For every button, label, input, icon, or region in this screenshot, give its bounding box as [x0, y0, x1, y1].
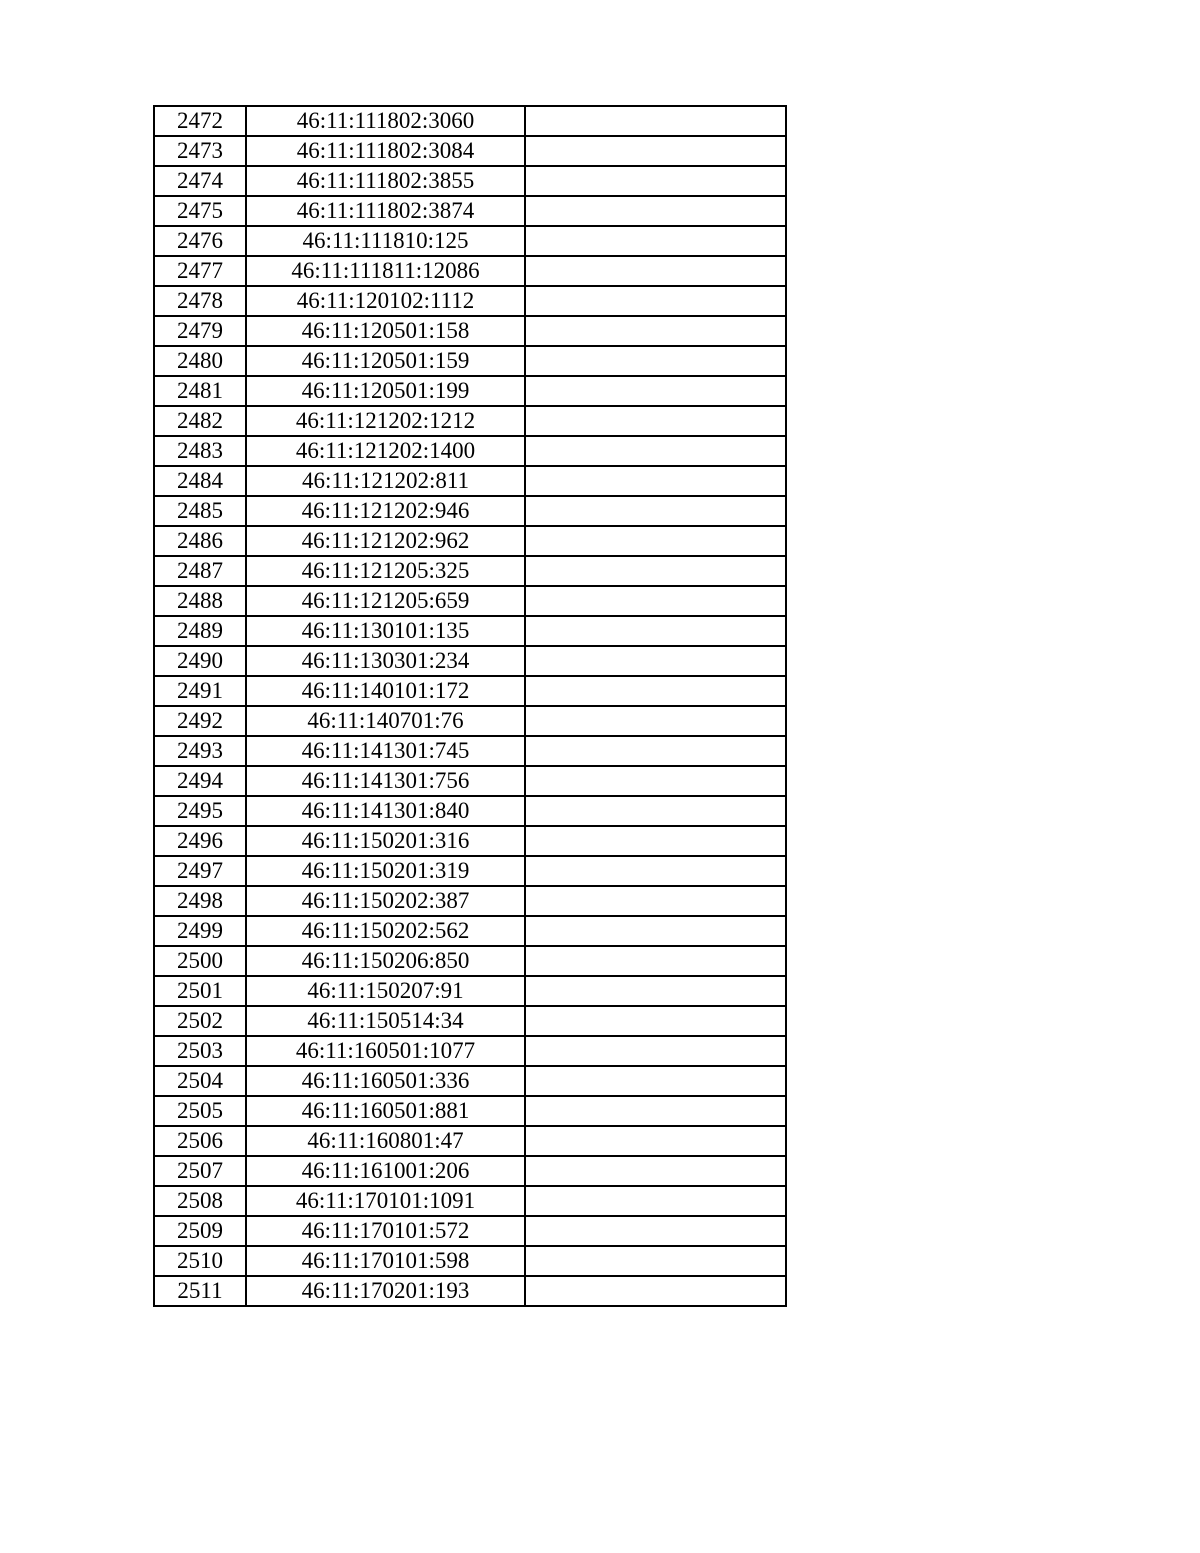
- empty-cell: [525, 676, 786, 706]
- row-number-cell: 2508: [154, 1186, 246, 1216]
- table-row: [154, 1066, 786, 1096]
- row-number-cell: 2506: [154, 1126, 246, 1156]
- cadastral-number-cell: 46:11:120102:1112: [246, 286, 525, 316]
- row-number-cell: 2502: [154, 1006, 246, 1036]
- table-row: [154, 676, 786, 706]
- table-row: [154, 976, 786, 1006]
- cadastral-number-cell: 46:11:150202:387: [246, 886, 525, 916]
- table-row: [154, 256, 786, 286]
- table-row: [154, 346, 786, 376]
- cadastral-number-cell: 46:11:120501:199: [246, 376, 525, 406]
- empty-cell: [525, 946, 786, 976]
- empty-cell: [525, 466, 786, 496]
- cadastral-number-cell: 46:11:121202:962: [246, 526, 525, 556]
- table-row: [154, 436, 786, 466]
- table-row: [154, 826, 786, 856]
- cadastral-number-cell: 46:11:121205:659: [246, 586, 525, 616]
- table-row: [154, 796, 786, 826]
- empty-cell: [525, 1156, 786, 1186]
- cadastral-number-cell: 46:11:150206:850: [246, 946, 525, 976]
- empty-cell: [525, 526, 786, 556]
- cadastral-number-cell: 46:11:111802:3855: [246, 166, 525, 196]
- table-row: [154, 736, 786, 766]
- empty-cell: [525, 556, 786, 586]
- row-number-cell: 2483: [154, 436, 246, 466]
- table-row: [154, 706, 786, 736]
- empty-cell: [525, 1066, 786, 1096]
- row-number-cell: 2472: [154, 106, 246, 136]
- empty-cell: [525, 286, 786, 316]
- cadastral-number-cell: 46:11:121205:325: [246, 556, 525, 586]
- row-number-cell: 2509: [154, 1216, 246, 1246]
- empty-cell: [525, 316, 786, 346]
- cadastral-number-cell: 46:11:111802:3060: [246, 106, 525, 136]
- cadastral-number-cell: 46:11:160501:881: [246, 1096, 525, 1126]
- table-row: [154, 946, 786, 976]
- table-row: [154, 286, 786, 316]
- empty-cell: [525, 976, 786, 1006]
- cadastral-number-cell: 46:11:111802:3874: [246, 196, 525, 226]
- empty-cell: [525, 136, 786, 166]
- cadastral-number-cell: 46:11:130301:234: [246, 646, 525, 676]
- row-number-cell: 2510: [154, 1246, 246, 1276]
- empty-cell: [525, 1246, 786, 1276]
- cadastral-number-cell: 46:11:150514:34: [246, 1006, 525, 1036]
- cadastral-number-cell: 46:11:170101:598: [246, 1246, 525, 1276]
- table-row: [154, 1246, 786, 1276]
- empty-cell: [525, 376, 786, 406]
- row-number-cell: 2511: [154, 1276, 246, 1306]
- row-number-cell: 2488: [154, 586, 246, 616]
- table-row: [154, 646, 786, 676]
- empty-cell: [525, 1096, 786, 1126]
- empty-cell: [525, 856, 786, 886]
- row-number-cell: 2499: [154, 916, 246, 946]
- empty-cell: [525, 106, 786, 136]
- row-number-cell: 2475: [154, 196, 246, 226]
- row-number-cell: 2473: [154, 136, 246, 166]
- cadastral-number-cell: 46:11:161001:206: [246, 1156, 525, 1186]
- cadastral-number-cell: 46:11:140101:172: [246, 676, 525, 706]
- row-number-cell: 2497: [154, 856, 246, 886]
- table-row: [154, 226, 786, 256]
- row-number-cell: 2477: [154, 256, 246, 286]
- table-row: [154, 196, 786, 226]
- empty-cell: [525, 166, 786, 196]
- cadastral-number-cell: 46:11:141301:840: [246, 796, 525, 826]
- empty-cell: [525, 406, 786, 436]
- row-number-cell: 2493: [154, 736, 246, 766]
- row-number-cell: 2486: [154, 526, 246, 556]
- table-row: [154, 466, 786, 496]
- row-number-cell: 2492: [154, 706, 246, 736]
- row-number-cell: 2494: [154, 766, 246, 796]
- empty-cell: [525, 436, 786, 466]
- row-number-cell: 2503: [154, 1036, 246, 1066]
- cadastral-number-cell: 46:11:120501:158: [246, 316, 525, 346]
- row-number-cell: 2504: [154, 1066, 246, 1096]
- empty-cell: [525, 1216, 786, 1246]
- empty-cell: [525, 1126, 786, 1156]
- cadastral-number-cell: 46:11:121202:946: [246, 496, 525, 526]
- table-row: [154, 406, 786, 436]
- cadastral-number-cell: 46:11:140701:76: [246, 706, 525, 736]
- empty-cell: [525, 1276, 786, 1306]
- table-row: [154, 1096, 786, 1126]
- table-row: [154, 886, 786, 916]
- row-number-cell: 2478: [154, 286, 246, 316]
- empty-cell: [525, 826, 786, 856]
- cadastral-number-cell: 46:11:150201:316: [246, 826, 525, 856]
- table-row: [154, 616, 786, 646]
- empty-cell: [525, 706, 786, 736]
- empty-cell: [525, 736, 786, 766]
- table-row: [154, 106, 786, 136]
- table-row: [154, 1276, 786, 1306]
- table-row: [154, 916, 786, 946]
- table-row: [154, 1006, 786, 1036]
- row-number-cell: 2485: [154, 496, 246, 526]
- empty-cell: [525, 766, 786, 796]
- cadastral-number-cell: 46:11:111802:3084: [246, 136, 525, 166]
- row-number-cell: 2505: [154, 1096, 246, 1126]
- cadastral-number-cell: 46:11:170101:572: [246, 1216, 525, 1246]
- table-row: [154, 136, 786, 166]
- empty-cell: [525, 346, 786, 376]
- cadastral-number-cell: 46:11:121202:1400: [246, 436, 525, 466]
- cadastral-number-cell: 46:11:121202:811: [246, 466, 525, 496]
- cadastral-number-table: [153, 105, 787, 1307]
- cadastral-number-cell: 46:11:160501:336: [246, 1066, 525, 1096]
- table-row: [154, 166, 786, 196]
- table-row: [154, 586, 786, 616]
- table-row: [154, 1156, 786, 1186]
- cadastral-number-cell: 46:11:160501:1077: [246, 1036, 525, 1066]
- empty-cell: [525, 226, 786, 256]
- table-body: [154, 106, 786, 1306]
- cadastral-number-cell: 46:11:121202:1212: [246, 406, 525, 436]
- row-number-cell: 2480: [154, 346, 246, 376]
- table-row: [154, 1036, 786, 1066]
- empty-cell: [525, 196, 786, 226]
- cadastral-number-cell: 46:11:111811:12086: [246, 256, 525, 286]
- row-number-cell: 2495: [154, 796, 246, 826]
- cadastral-number-cell: 46:11:130101:135: [246, 616, 525, 646]
- empty-cell: [525, 1006, 786, 1036]
- table-row: [154, 376, 786, 406]
- row-number-cell: 2496: [154, 826, 246, 856]
- table-row: [154, 856, 786, 886]
- table-row: [154, 1216, 786, 1246]
- row-number-cell: 2507: [154, 1156, 246, 1186]
- empty-cell: [525, 616, 786, 646]
- row-number-cell: 2481: [154, 376, 246, 406]
- row-number-cell: 2474: [154, 166, 246, 196]
- table-row: [154, 526, 786, 556]
- table-row: [154, 496, 786, 526]
- empty-cell: [525, 886, 786, 916]
- row-number-cell: 2476: [154, 226, 246, 256]
- row-number-cell: 2498: [154, 886, 246, 916]
- empty-cell: [525, 916, 786, 946]
- row-number-cell: 2487: [154, 556, 246, 586]
- row-number-cell: 2482: [154, 406, 246, 436]
- table-row: [154, 1186, 786, 1216]
- row-number-cell: 2500: [154, 946, 246, 976]
- table-row: [154, 766, 786, 796]
- table-row: [154, 1126, 786, 1156]
- cadastral-number-cell: 46:11:141301:745: [246, 736, 525, 766]
- cadastral-number-cell: 46:11:150201:319: [246, 856, 525, 886]
- table-row: [154, 556, 786, 586]
- row-number-cell: 2491: [154, 676, 246, 706]
- row-number-cell: 2479: [154, 316, 246, 346]
- row-number-cell: 2489: [154, 616, 246, 646]
- empty-cell: [525, 256, 786, 286]
- row-number-cell: 2490: [154, 646, 246, 676]
- cadastral-number-cell: 46:11:120501:159: [246, 346, 525, 376]
- cadastral-number-cell: 46:11:170201:193: [246, 1276, 525, 1306]
- empty-cell: [525, 796, 786, 826]
- table-row: [154, 316, 786, 346]
- empty-cell: [525, 1186, 786, 1216]
- empty-cell: [525, 1036, 786, 1066]
- cadastral-number-cell: 46:11:141301:756: [246, 766, 525, 796]
- cadastral-number-cell: 46:11:170101:1091: [246, 1186, 525, 1216]
- empty-cell: [525, 646, 786, 676]
- row-number-cell: 2501: [154, 976, 246, 1006]
- cadastral-number-cell: 46:11:150202:562: [246, 916, 525, 946]
- cadastral-number-cell: 46:11:150207:91: [246, 976, 525, 1006]
- empty-cell: [525, 586, 786, 616]
- cadastral-number-cell: 46:11:160801:47: [246, 1126, 525, 1156]
- cadastral-number-cell: 46:11:111810:125: [246, 226, 525, 256]
- empty-cell: [525, 496, 786, 526]
- row-number-cell: 2484: [154, 466, 246, 496]
